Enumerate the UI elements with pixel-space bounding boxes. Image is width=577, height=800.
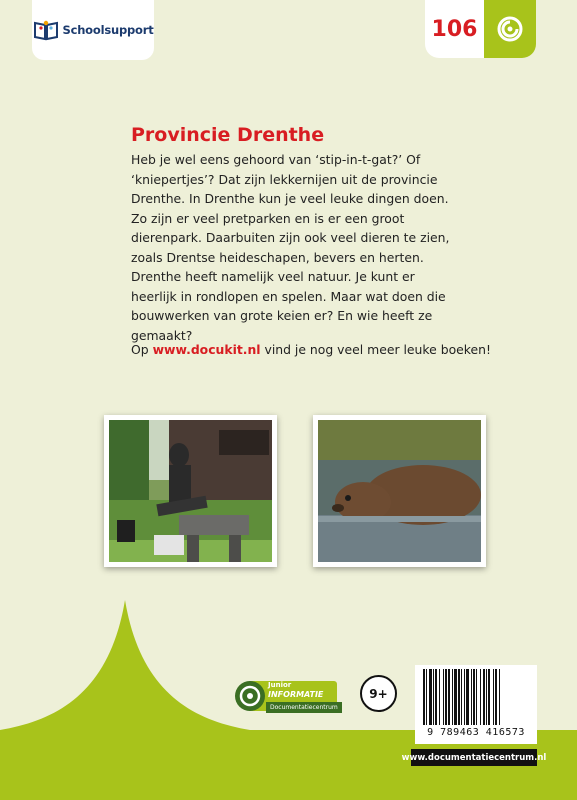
barcode-bar (466, 669, 469, 725)
age-badge: 9+ (360, 675, 397, 712)
footer-url[interactable]: www.documentatiecentrum.nl (411, 749, 537, 766)
series-number-tab (425, 0, 536, 58)
barcode-bar (495, 669, 497, 725)
barcode (415, 665, 537, 744)
barcode-bar (488, 669, 490, 725)
series-logo-text (268, 681, 338, 711)
article-title: Provincie Drenthe (131, 124, 325, 146)
barcode-bar (493, 669, 494, 725)
barcode-bar (461, 669, 462, 725)
barcode-bar (433, 669, 434, 725)
barcode-digits: 9 789463 416573 (427, 727, 525, 738)
barcode-bar (499, 669, 500, 725)
promo-link[interactable]: www.docukit.nl (152, 342, 261, 357)
beaver-photo (313, 415, 486, 567)
statue-photo (104, 415, 277, 567)
series-logo-line3: Documentatiecentrum (266, 702, 342, 713)
publisher-name: Schoolsupport (62, 23, 154, 37)
book-icon (33, 19, 59, 41)
barcode-bar (445, 669, 447, 725)
barcode-bar (435, 669, 437, 725)
barcode-bar (483, 669, 485, 725)
promo-line (131, 340, 491, 360)
barcode-bar (458, 669, 460, 725)
barcode-bar (471, 669, 472, 725)
barcode-bar (454, 669, 457, 725)
barcode-bar (452, 669, 453, 725)
spiral-icon (495, 14, 525, 44)
series-logo-line1: Junior (268, 681, 292, 689)
barcode-bar (464, 669, 465, 725)
barcode-bar (476, 669, 477, 725)
barcode-bar (443, 669, 444, 725)
promo-prefix: Op (131, 342, 153, 357)
barcode-bar (480, 669, 481, 725)
barcode-bars (415, 669, 537, 729)
barcode-bar (423, 669, 425, 725)
barcode-bar (426, 669, 427, 725)
article-body: Heb je wel eens gehoord van ‘stip-in-t-gat?’ Of ‘kniepertjes’? Dat zijn lekkernijen uit de provincie Drenthe. In Drenthe kun je veel leuke dingen doen. Zo zijn er veel pretparken en is er een groot dierenpark. Daarbuiten zijn ook veel dieren te zien, zoals Drentse heideschapen, bevers en herten. Drenthe heeft namelijk veel natuur. Je kunt er heerlijk in rondlopen en spelen. Maar wat doen die bouwwerken van grote keien er? En wie heeft ze gemaakt? (131, 152, 450, 343)
barcode-bar (486, 669, 487, 725)
barcode-bar (429, 669, 432, 725)
publisher-logo (32, 0, 154, 60)
series-number: 106 (425, 0, 484, 58)
promo-suffix: vind je nog veel meer leuke boeken! (260, 342, 491, 357)
barcode-bar (473, 669, 475, 725)
barcode-bar (439, 669, 440, 725)
series-logo (233, 679, 337, 713)
series-logo-line2: INFORMATIE (268, 690, 324, 699)
series-mark (484, 0, 536, 58)
barcode-bar (448, 669, 450, 725)
